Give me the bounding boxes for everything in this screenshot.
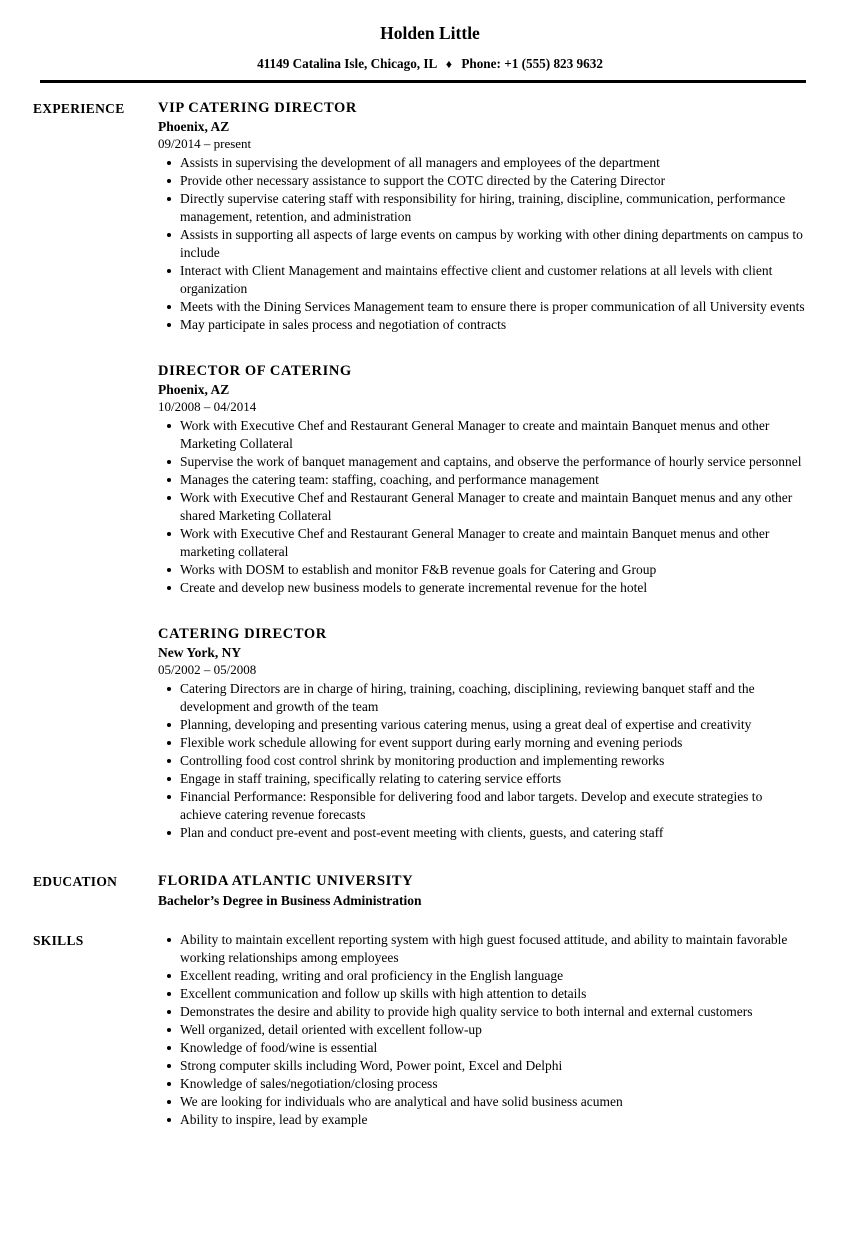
section-education [0,872,860,910]
job-dates: 10/2008 – 04/2014 [158,398,257,414]
bullet-item: Interact with Client Management and maintains effective client and customer relations at all levels with client organization [158,262,806,298]
bullet-item: Create and develop new business models to generate incremental revenue for the hotel [158,579,806,597]
job-bullet-list [158,417,806,597]
job-title: DIRECTOR OF CATERING [158,362,352,379]
bullet-item: Manages the catering team: staffing, coaching, and performance management [158,471,806,489]
job-entry-director-of-catering [158,362,806,597]
bullet-item: Strong computer skills including Word, Power point, Excel and Delphi [158,1057,806,1075]
bullet-item: Work with Executive Chef and Restaurant General Manager to create and maintain Banquet menus and other Marketing Collateral [158,417,806,453]
resume-body [0,83,860,1129]
section-experience [0,99,860,842]
job-title: VIP CATERING DIRECTOR [158,99,357,116]
section-skills [0,931,860,1129]
job-entry-catering-director [158,625,806,842]
bullet-item: Assists in supervising the development of all managers and employees of the department [158,154,806,172]
education-school: FLORIDA ATLANTIC UNIVERSITY [158,872,414,889]
bullet-item: Flexible work schedule allowing for event support during early morning and evening periods [158,734,806,752]
bullet-item: Excellent communication and follow up skills with high attention to details [158,985,806,1003]
bullet-item: Knowledge of food/wine is essential [158,1039,806,1057]
bullet-item: Plan and conduct pre-event and post-event meeting with clients, guests, and catering staff [158,824,806,842]
bullet-item: Supervise the work of banquet management and captains, and observe the performance of hourly service personnel [158,453,806,471]
bullet-item: Work with Executive Chef and Restaurant General Manager to create and maintain Banquet menus and other marketing collateral [158,525,806,561]
bullet-item: Assists in supporting all aspects of large events on campus by working with other dining departments on campus to include [158,226,806,262]
job-dates: 09/2014 – present [158,135,252,151]
bullet-item: Work with Executive Chef and Restaurant General Manager to create and maintain Banquet menus and any other shared Marketing Collateral [158,489,806,525]
bullet-item: Well organized, detail oriented with excellent follow-up [158,1021,806,1039]
bullet-item: Demonstrates the desire and ability to provide high quality service to both internal and external customers [158,1003,806,1021]
section-label-experience: EXPERIENCE [33,100,125,116]
candidate-name: Holden Little [380,23,480,43]
bullet-item: Directly supervise catering staff with responsibility for hiring, training, discipline, communication, performance management, retention, and administration [158,190,806,226]
bullet-item: Works with DOSM to establish and monitor F&B revenue goals for Catering and Group [158,561,806,579]
bullet-item: Controlling food cost control shrink by monitoring production and implementing reworks [158,752,806,770]
bullet-item: Planning, developing and presenting various catering menus, using a great deal of expertise and creativity [158,716,806,734]
section-label-skills: SKILLS [33,932,84,948]
contact-phone: Phone: +1 (555) 823 9632 [461,56,603,71]
contact-line [0,56,860,72]
education-content [158,872,806,910]
job-location: New York, NY [158,644,242,660]
bullet-item: Ability to maintain excellent reporting system with high guest focused attitude, and ability to maintain favorable working relationships among employees [158,931,806,967]
bullet-item: Provide other necessary assistance to support the COTC directed by the Catering Director [158,172,806,190]
bullet-item: Knowledge of sales/negotiation/closing process [158,1075,806,1093]
job-entry-vip-catering-director [158,99,806,334]
job-location: Phoenix, AZ [158,381,230,397]
job-dates: 05/2002 – 05/2008 [158,661,257,677]
bullet-item: Meets with the Dining Services Management team to ensure there is proper communication of all University events [158,298,806,316]
job-location: Phoenix, AZ [158,118,230,134]
contact-address: 41149 Catalina Isle, Chicago, IL [257,56,437,71]
job-bullet-list [158,680,806,842]
bullet-item: Ability to inspire, lead by example [158,1111,806,1129]
job-bullet-list [158,154,806,334]
bullet-item: Engage in staff training, specifically relating to catering service efforts [158,770,806,788]
experience-content [158,99,806,842]
bullet-item: Financial Performance: Responsible for delivering food and labor targets. Develop and execute strategies to achieve catering revenue forecasts [158,788,806,824]
diamond-icon: ♦ [445,56,453,71]
bullet-item: May participate in sales process and negotiation of contracts [158,316,806,334]
resume-header [0,0,860,72]
skills-bullet-list [158,931,806,1129]
job-title: CATERING DIRECTOR [158,625,327,642]
section-label-education: EDUCATION [33,873,118,889]
bullet-item: Excellent reading, writing and oral proficiency in the English language [158,967,806,985]
education-degree: Bachelor’s Degree in Business Administration [158,892,422,908]
skills-content [158,931,806,1129]
bullet-item: Catering Directors are in charge of hiring, training, coaching, disciplining, reviewing banquet staff and the development and growth of the team [158,680,806,716]
bullet-item: We are looking for individuals who are analytical and have solid business acumen [158,1093,806,1111]
